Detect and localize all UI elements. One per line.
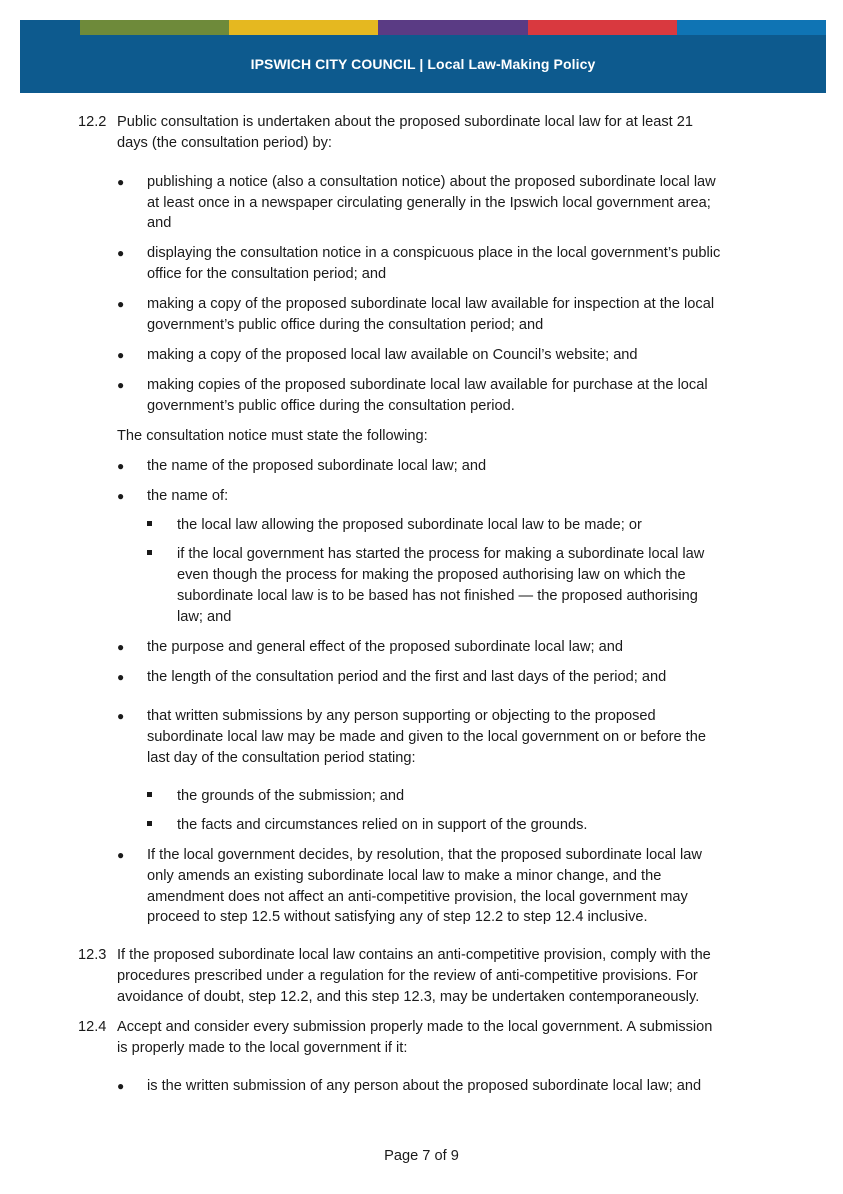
list-item-line: that written submissions by any person supporting or objecting to the proposed <box>147 708 656 724</box>
sub-list-item-line: law; and <box>177 609 232 625</box>
section-text-line: days (the consultation period) by: <box>117 135 332 151</box>
list-item-line: last day of the consultation period stating: <box>147 750 416 766</box>
list-item-line: making copies of the proposed subordinate local law available for purchase at the local <box>147 377 708 393</box>
section-text-line: is properly made to the local government if it: <box>117 1040 408 1056</box>
stripe-yellow <box>229 20 378 35</box>
list-item-line: If the local government decides, by resolution, that the proposed subordinate local law <box>147 847 702 863</box>
stripe-red <box>528 20 677 35</box>
stripe-green <box>80 20 229 35</box>
list-item-line: amendment does not affect an anti-competitive provision, the local government may <box>147 889 688 905</box>
bullet-icon: ● <box>117 175 125 189</box>
list-item-line: proceed to step 12.5 without satisfying any of step 12.2 to step 12.4 inclusive. <box>147 909 648 925</box>
bullet-icon: ● <box>117 459 125 473</box>
bullet-icon: ● <box>117 297 125 311</box>
bullet-icon: ● <box>117 489 125 503</box>
color-stripes <box>80 20 826 35</box>
list-item-line: making a copy of the proposed local law available on Council’s website; and <box>147 347 638 363</box>
list-item-line: the name of: <box>147 488 229 504</box>
sub-list-item-line: the facts and circumstances relied on in support of the grounds. <box>177 817 588 833</box>
list-item-line: is the written submission of any person about the proposed subordinate local law; and <box>147 1078 702 1094</box>
square-bullet-icon <box>147 821 152 826</box>
bullet-icon: ● <box>117 709 125 723</box>
list-item-line: subordinate local law may be made and given to the local government on or before the <box>147 729 706 745</box>
sub-list-item-line: the grounds of the submission; and <box>177 788 405 804</box>
bullet-icon: ● <box>117 848 125 862</box>
list-item-line: and <box>147 215 172 231</box>
section-number: 12.3 <box>78 947 107 963</box>
list-item-line: publishing a notice (also a consultation notice) about the proposed subordinate local law <box>147 174 716 190</box>
section-text-line: Public consultation is undertaken about the proposed subordinate local law for at least 21 <box>117 114 694 130</box>
header-title: IPSWICH CITY COUNCIL | Local Law-Making Policy <box>250 56 596 72</box>
list-item-line: the name of the proposed subordinate local law; and <box>147 458 487 474</box>
section-text-line: avoidance of doubt, step 12.2, and this step 12.3, may be undertaken contemporaneously. <box>117 989 700 1005</box>
bullet-icon: ● <box>117 670 125 684</box>
stripe-blue <box>677 20 826 35</box>
bullet-icon: ● <box>117 640 125 654</box>
square-bullet-icon <box>147 792 152 797</box>
square-bullet-icon <box>147 521 152 526</box>
sub-list-item-line: the local law allowing the proposed subordinate local law to be made; or <box>177 517 642 533</box>
list-item-line: making a copy of the proposed subordinate local law available for inspection at the local <box>147 296 715 312</box>
paragraph-line: The consultation notice must state the following: <box>117 428 428 444</box>
sub-list-item-line: even though the process for making the proposed authorising law on which the <box>177 567 686 583</box>
list-item-line: government’s public office during the consultation period; and <box>147 317 544 333</box>
page-number: Page 7 of 9 <box>384 1148 459 1164</box>
list-item-line: government’s public office during the consultation period. <box>147 398 515 414</box>
section-number: 12.4 <box>78 1019 107 1035</box>
bullet-icon: ● <box>117 246 125 260</box>
list-item-line: only amends an existing subordinate local law to make a minor change, and the <box>147 868 662 884</box>
sub-list-item-line: subordinate local law is to be based has not finished — the proposed authorising <box>177 588 698 604</box>
page-header <box>20 20 826 93</box>
section-text-line: procedures prescribed under a regulation for the review of anti-competitive provisions. For <box>117 968 698 984</box>
stripe-purple <box>378 20 527 35</box>
list-item-line: the length of the consultation period and the first and last days of the period; and <box>147 669 667 685</box>
list-item-line: office for the consultation period; and <box>147 266 387 282</box>
list-item-line: displaying the consultation notice in a conspicuous place in the local government’s public <box>147 245 721 261</box>
section-text-line: Accept and consider every submission properly made to the local government. A submission <box>117 1019 713 1035</box>
sub-list-item-line: if the local government has started the process for making a subordinate local law <box>177 546 705 562</box>
square-bullet-icon <box>147 550 152 555</box>
section-text-line: If the proposed subordinate local law contains an anti-competitive provision, comply with the <box>117 947 711 963</box>
list-item-line: the purpose and general effect of the proposed subordinate local law; and <box>147 639 623 655</box>
bullet-icon: ● <box>117 348 125 362</box>
bullet-icon: ● <box>117 378 125 392</box>
list-item-line: at least once in a newspaper circulating generally in the Ipswich local government area; <box>147 195 711 211</box>
section-number: 12.2 <box>78 114 107 130</box>
bullet-icon: ● <box>117 1079 125 1093</box>
